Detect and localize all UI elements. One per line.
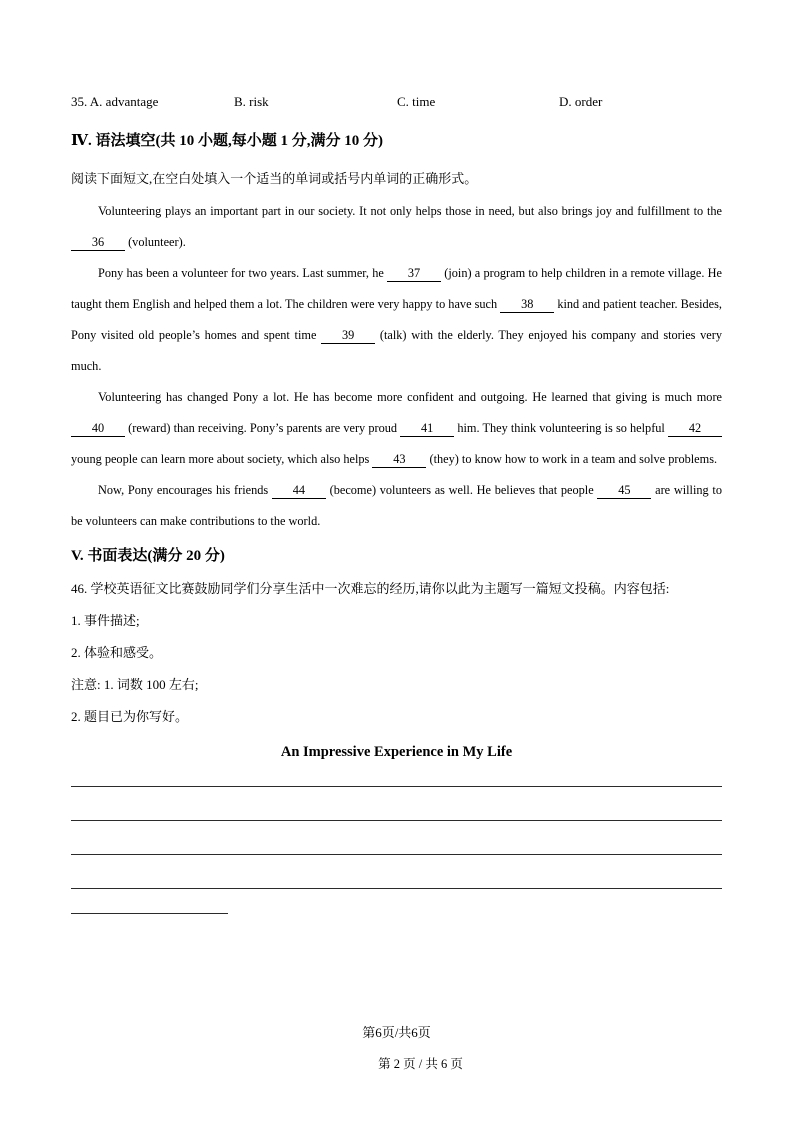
passage-paragraph-3: Volunteering has changed Pony a lot. He has become more confident and outgoing. He learned that giving is much more 40 (reward) than receiving. Pony’s parents are very proud 41 him. They think volunteering is so helpful 42 young people can learn more about society, which also helps 43 (they) to know how to work in a team and solve problems.: [71, 390, 722, 466]
cloze-passage: [71, 196, 722, 537]
question-35-option-b: B. risk: [234, 94, 269, 109]
question-35-option-a: 35. A. advantage: [71, 94, 159, 109]
answer-line-short: [71, 889, 228, 914]
answer-line: [71, 787, 722, 821]
fill-in-blank-44: 44: [272, 483, 326, 499]
essay-title: An Impressive Experience in My Life: [280, 744, 513, 760]
fill-in-blank-41: 41: [400, 421, 454, 437]
grammar-instruction: 阅读下面短文,在空白处填入一个适当的单词或括号内单词的正确形式。: [71, 171, 478, 186]
passage-paragraph-1: Volunteering plays an important part in our society. It not only helps those in need, but also brings joy and fulfillment to the 36 (volunteer).: [71, 196, 722, 258]
writing-point-2: 2. 体验和感受。: [71, 645, 163, 660]
fill-in-blank-45: 45: [597, 483, 651, 499]
question-35-option-d: D. order: [559, 94, 603, 109]
writing-prompt: 46. 学校英语征文比赛鼓励同学们分享生活中一次难忘的经历,请你以此为主题写一篇短文投稿。内容包括:: [71, 581, 670, 596]
answer-line: [71, 821, 722, 855]
fill-in-blank-38: 38: [500, 297, 554, 313]
fill-in-blank-43: 43: [372, 452, 426, 468]
page-footer-outer: 第 2 页 / 共 6 页: [378, 1057, 463, 1071]
fill-in-blank-39: 39: [321, 328, 375, 344]
page-footer-inner: 第6页/共6页: [362, 1025, 431, 1040]
fill-in-blank-37: 37: [387, 266, 441, 282]
question-35-options-row: [71, 92, 722, 112]
fill-in-blank-40: 40: [71, 421, 125, 437]
writing-note-1: 注意: 1. 词数 100 左右;: [71, 677, 199, 692]
fill-in-blank-36: 36: [71, 235, 125, 251]
section-writing-heading: V. 书面表达(满分 20 分): [71, 548, 225, 564]
passage-paragraph-4: Now, Pony encourages his friends 44 (become) volunteers as well. He believes that people 45 are willing to be volunteers can make contributions to the world.: [71, 483, 722, 528]
writing-note-2: 2. 题目已为你写好。: [71, 709, 189, 724]
essay-answer-lines: [71, 763, 722, 914]
writing-point-1: 1. 事件描述;: [71, 613, 140, 628]
passage-paragraph-2: Pony has been a volunteer for two years. Last summer, he 37 (join) a program to help children in a remote village. He taught them English and helped them a lot. The children were very happy to have such 38 kind and patient teacher. Besides, Pony visited old people’s homes and spent time 39 (talk) with the elderly. They enjoyed his company and stories very much.: [71, 266, 722, 373]
section-grammar-heading: Ⅳ. 语法填空(共 10 小题,每小题 1 分,满分 10 分): [71, 133, 384, 149]
fill-in-blank-42: 42: [668, 421, 722, 437]
answer-line: [71, 763, 722, 787]
question-35-option-c: C. time: [397, 94, 436, 109]
answer-line: [71, 855, 722, 889]
